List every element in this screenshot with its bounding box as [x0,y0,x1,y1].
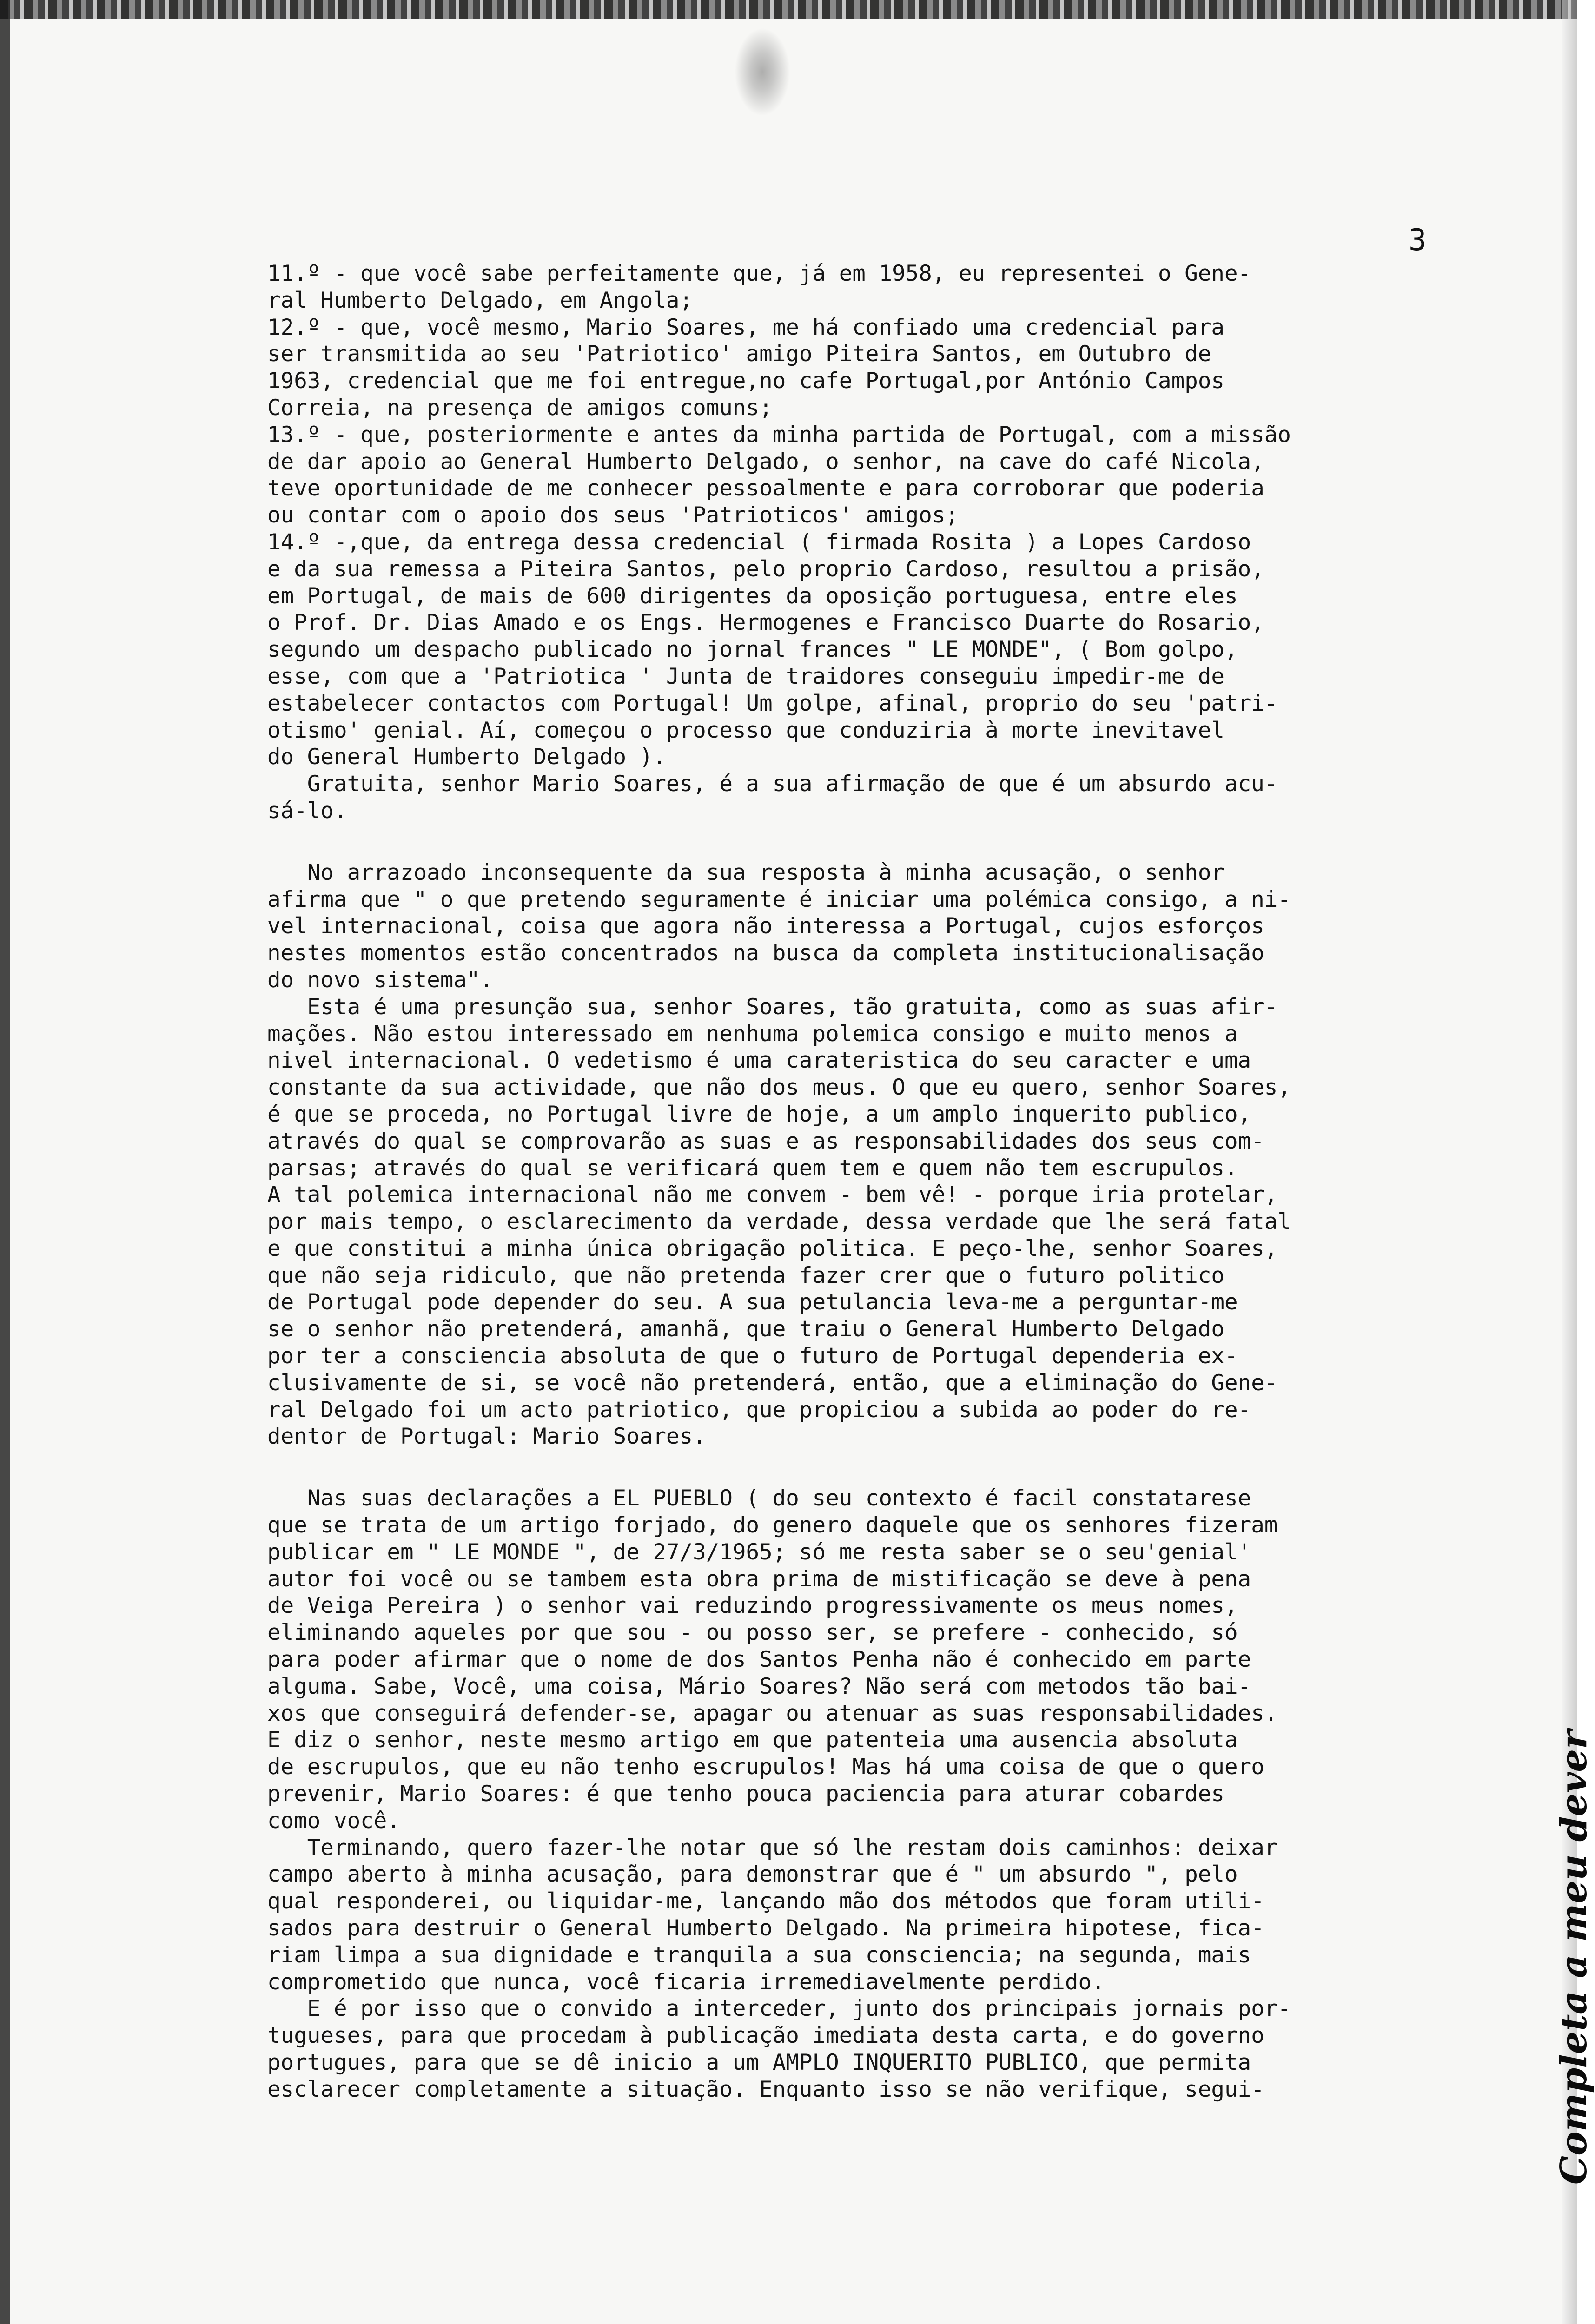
text-line: campo aberto à minha acusação, para demonstrar que é " um absurdo ", pelo [267,1862,1238,1888]
text-line: vel internacional, coisa que agora não interessa a Portugal, cujos esforços [267,913,1264,939]
text-line: 11.º - que você sabe perfeitamente que, já em 1958, eu representei o Gene- [267,261,1251,286]
text-line: 12.º - que, você mesmo, Mario Soares, me há confiado uma credencial para [267,314,1225,340]
scan-left-edge [0,0,10,2324]
text-line: de dar apoio ao General Humberto Delgado, o senhor, na cave do café Nicola, [267,449,1264,475]
text-line: Correia, na presença de amigos comuns; [267,395,773,421]
text-line: e da sua remessa a Piteira Santos, pelo proprio Cardoso, resultou a prisão, [267,556,1264,582]
paragraph [267,529,1522,771]
text-line: sados para destruir o General Humberto Delgado. Na primeira hipotese, fica- [267,1915,1264,1941]
text-line: ral Humberto Delgado, em Angola; [267,287,693,313]
text-line: comprometido que nunca, você ficaria irremediavelmente perdido. [267,1969,1105,1995]
text-line: esclarecer completamente a situação. Enquanto isso se não verifique, segui- [267,2076,1264,2102]
text-line: e que constitui a minha única obrigação politica. E peço-lhe, senhor Soares, [267,1235,1278,1261]
text-line: que se trata de um artigo forjado, do genero daquele que os senhores fizeram [267,1512,1278,1538]
text-line: dentor de Portugal: Mario Soares. [267,1424,706,1450]
text-line: de Portugal pode depender do seu. A sua petulancia leva-me a perguntar-me [267,1289,1238,1315]
text-line: ral Delgado foi um acto patriotico, que propiciou a subida ao poder do re- [267,1397,1251,1423]
text-line: xos que conseguirá defender-se, apagar ou atenuar as suas responsabilidades. [267,1700,1278,1726]
text-line: parsas; através do qual se verificará quem tem e quem não tem escrupulos. [267,1155,1238,1181]
text-line: de escrupulos, que eu não tenho escrupulos! Mas há uma coisa de que o quero [267,1754,1264,1780]
page-number: 3 [1409,223,1427,257]
text-line: Esta é uma presunção sua, senhor Soares, tão gratuita, como as suas afir- [267,994,1278,1020]
paragraph [267,314,1522,422]
text-line: ou contar com o apoio dos seus 'Patrioticos' amigos; [267,502,959,528]
text-line: tugueses, para que procedam à publicação imediata desta carta, e do governo [267,2023,1264,2049]
text-line: E é por isso que o convido a interceder, junto dos principais jornais por- [267,1996,1291,2022]
text-line: 1963, credencial que me foi entregue,no cafe Portugal,por António Campos [267,368,1225,394]
text-line: através do qual se comprovarão as suas e as responsabilidades dos seus com- [267,1128,1264,1154]
punch-hole-mark [735,28,790,116]
text-line: como você. [267,1808,400,1834]
text-line: o Prof. Dr. Dias Amado e os Engs. Hermogenes e Francisco Duarte do Rosario, [267,610,1264,636]
text-line: é que se proceda, no Portugal livre de hoje, a um amplo inquerito publico, [267,1101,1251,1127]
text-line: 13.º - que, posteriormente e antes da minha partida de Portugal, com a missão [267,422,1291,448]
text-line: alguma. Sabe, Você, uma coisa, Mário Soares? Não será com metodos tão bai- [267,1673,1251,1699]
text-line: Gratuita, senhor Mario Soares, é a sua afirmação de que é um absurdo acu- [267,771,1278,797]
paragraph [267,1995,1522,2103]
text-line: qual responderei, ou liquidar-me, lançando mão dos métodos que foram utili- [267,1888,1264,1915]
text-line: prevenir, Mario Soares: é que tenho pouca paciencia para aturar cobardes [267,1781,1225,1807]
paragraph [267,1835,1522,1996]
text-line: mações. Não estou interessado em nenhuma polemica consigo e muito menos a [267,1021,1238,1047]
paragraph [267,994,1522,1451]
text-line: teve oportunidade de me conhecer pessoalmente e para corroborar que poderia [267,475,1264,502]
text-line: riam limpa a sua dignidade e tranquila a sua consciencia; na segunda, mais [267,1942,1251,1968]
text-line: nestes momentos estão concentrados na busca da completa institucionalisação [267,940,1264,966]
text-line: clusivamente de si, se você não pretenderá, então, que a eliminação do Gene- [267,1370,1278,1396]
text-line: otismo' genial. Aí, começou o processo que conduziria à morte inevitavel [267,717,1225,743]
paragraph [267,859,1522,994]
text-line: portugues, para que se dê inicio a um AMPLO INQUERITO PUBLICO, que permita [267,2050,1251,2075]
text-line: segundo um despacho publicado no jornal frances " LE MONDE", ( Bom golpo, [267,637,1238,663]
handwritten-margin-note: Completa a meu dever [1553,1730,1595,2185]
text-line: do General Humberto Delgado ). [267,744,666,770]
paragraph [267,771,1522,825]
text-line: No arrazoado inconsequente da sua resposta à minha acusação, o senhor [267,859,1225,885]
text-line: estabelecer contactos com Portugal! Um golpe, afinal, proprio do seu 'patri- [267,690,1278,716]
text-line: do novo sistema". [267,967,494,993]
text-line: eliminando aqueles por que sou - ou posso ser, se prefere - conhecido, só [267,1620,1238,1646]
paragraph [267,422,1522,529]
letter-body [267,260,1522,2103]
text-line: constante da sua actividade, que não dos meus. O que eu quero, senhor Soares, [267,1075,1291,1101]
text-line: esse, com que a 'Patriotica ' Junta de traidores conseguiu impedir-me de [267,663,1225,689]
paragraph [267,260,1522,314]
paragraph [267,1485,1522,1834]
text-line: que não seja ridiculo, que não pretenda fazer crer que o futuro politico [267,1262,1225,1288]
paragraph-gap [267,1450,1522,1485]
text-line: 14.º -,que, da entrega dessa credencial ( firmada Rosita ) a Lopes Cardoso [267,529,1251,555]
text-line: por mais tempo, o esclarecimento da verdade, dessa verdade que lhe será fatal [267,1209,1291,1235]
text-line: para poder afirmar que o nome de dos Santos Penha não é conhecido em parte [267,1647,1251,1673]
text-line: A tal polemica internacional não me convem - bem vê! - porque iria protelar, [267,1182,1278,1208]
text-line: Terminando, quero fazer-lhe notar que só lhe restam dois caminhos: deixar [267,1835,1278,1861]
text-line: por ter a consciencia absoluta de que o futuro de Portugal dependeria ex- [267,1343,1238,1369]
text-line: E diz o senhor, neste mesmo artigo em que patenteia uma ausencia absoluta [267,1727,1238,1753]
text-line: nivel internacional. O vedetismo é uma carateristica do seu caracter e uma [267,1048,1251,1074]
scan-top-edge [0,0,1577,19]
text-line: de Veiga Pereira ) o senhor vai reduzindo progressivamente os meus nomes, [267,1593,1238,1619]
text-line: se o senhor não pretenderá, amanhã, que traiu o General Humberto Delgado [267,1316,1225,1342]
text-line: em Portugal, de mais de 600 dirigentes da oposição portuguesa, entre eles [267,583,1238,609]
text-line: sá-lo. [267,798,347,824]
text-line: publicar em " LE MONDE ", de 27/3/1965; só me resta saber se o seu'genial' [267,1539,1251,1565]
text-line: afirma que " o que pretendo seguramente é iniciar uma polémica consigo, a ni- [267,886,1291,912]
paragraph-gap [267,825,1522,859]
text-line: Nas suas declarações a EL PUEBLO ( do seu contexto é facil constatarese [267,1486,1251,1512]
text-line: autor foi você ou se tambem esta obra prima de mistificação se deve à pena [267,1566,1251,1592]
text-line: ser transmitida ao seu 'Patriotico' amigo Piteira Santos, em Outubro de [267,341,1211,367]
